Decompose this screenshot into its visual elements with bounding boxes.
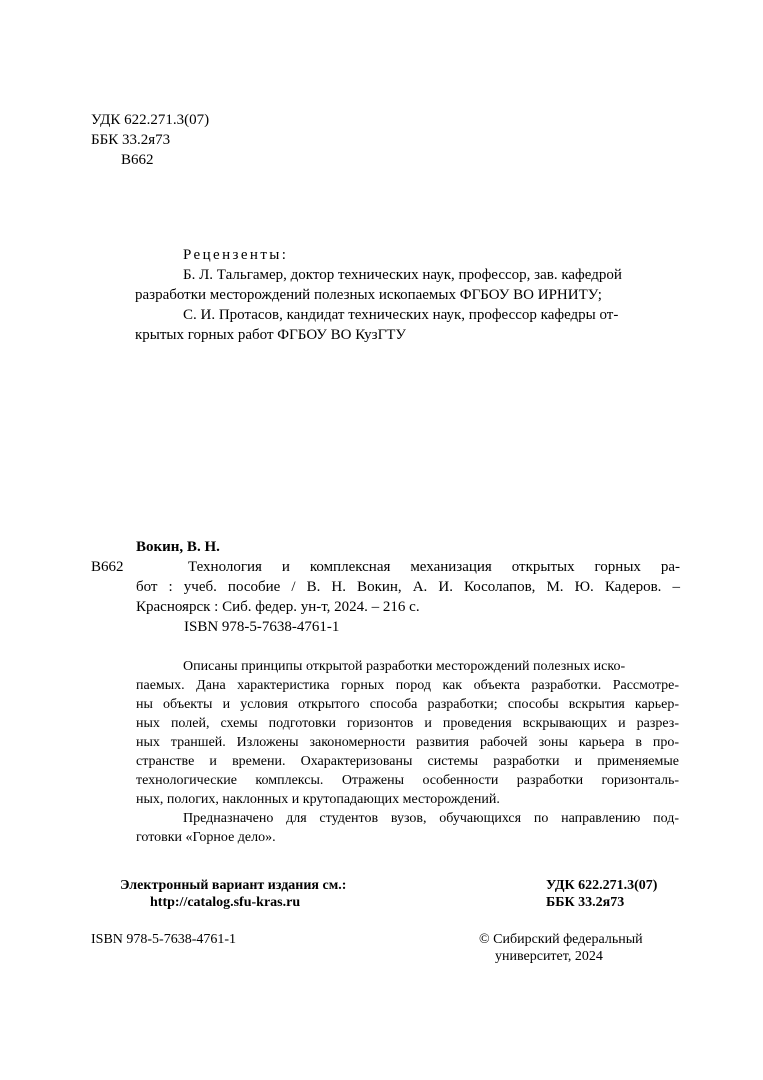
abstract-line: ны объекты и условия открытого способа разработки; способы вскрытия карьер- <box>136 697 679 712</box>
footer-isbn: ISBN 978-5-7638-4761-1 <box>91 932 237 947</box>
abstract-line: странстве и времени. Охарактеризованы системы разработки и применяемые <box>136 754 679 769</box>
abstract-line: ных, пологих, наклонных и крутопадающих месторождений. <box>136 792 500 807</box>
abstract-line: паемых. Дана характеристика горных пород как объекта разработки. Рассмотре- <box>136 678 679 693</box>
abstract-line: ных полей, схемы подготовки горизонтов и проведения вскрывающих и разрез- <box>136 716 679 731</box>
abstract-line: ных траншей. Изложены закономерности развития рабочей зоны карьера в про- <box>136 735 679 750</box>
reviewer-line: Б. Л. Тальгамер, доктор технических наук, профессор, зав. кафедрой <box>183 267 622 283</box>
footer-bbk: ББК 33.2я73 <box>546 895 625 910</box>
bbk-code: ББК 33.2я73 <box>91 132 171 148</box>
udk-code: УДК 622.271.3(07) <box>91 112 210 128</box>
abstract-line: готовки «Горное дело». <box>136 830 276 845</box>
reviewers-heading: Рецензенты: <box>183 247 289 263</box>
footer-udk: УДК 622.271.3(07) <box>546 878 658 893</box>
reviewer-line: С. И. Протасов, кандидат технических наук, профессор кафедры от- <box>183 307 619 323</box>
electronic-version-label: Электронный вариант издания см.: <box>120 878 347 893</box>
catalog-url[interactable]: http://catalog.sfu-kras.ru <box>150 895 301 910</box>
reviewer-line: крытых горных работ ФГБОУ ВО КузГТУ <box>135 327 407 343</box>
copyright-line: университет, 2024 <box>495 949 603 964</box>
reviewer-line: разработки месторождений полезных ископаемых ФГБОУ ВО ИРНИТУ; <box>135 287 602 303</box>
catalog-code: В662 <box>91 559 124 575</box>
author-heading: Вокин, В. Н. <box>136 539 220 555</box>
abstract-line: технологические комплексы. Отражены особенности разработки горизонталь- <box>136 773 679 788</box>
author-sign: В662 <box>121 152 154 168</box>
catalog-line: Технология и комплексная механизация открытых горных ра- <box>188 559 680 575</box>
abstract-line: Предназначено для студентов вузов, обучающихся по направлению под- <box>183 811 679 826</box>
abstract-line: Описаны принципы открытой разработки месторождений полезных иско- <box>183 659 626 674</box>
copyright-line: © Сибирский федеральный <box>479 932 643 947</box>
catalog-isbn: ISBN 978-5-7638-4761-1 <box>184 619 340 635</box>
catalog-line: бот : учеб. пособие / В. Н. Вокин, А. И. Косолапов, М. Ю. Кадеров. – <box>136 579 680 595</box>
catalog-line: Красноярск : Сиб. федер. ун-т, 2024. – 216 с. <box>136 599 420 615</box>
